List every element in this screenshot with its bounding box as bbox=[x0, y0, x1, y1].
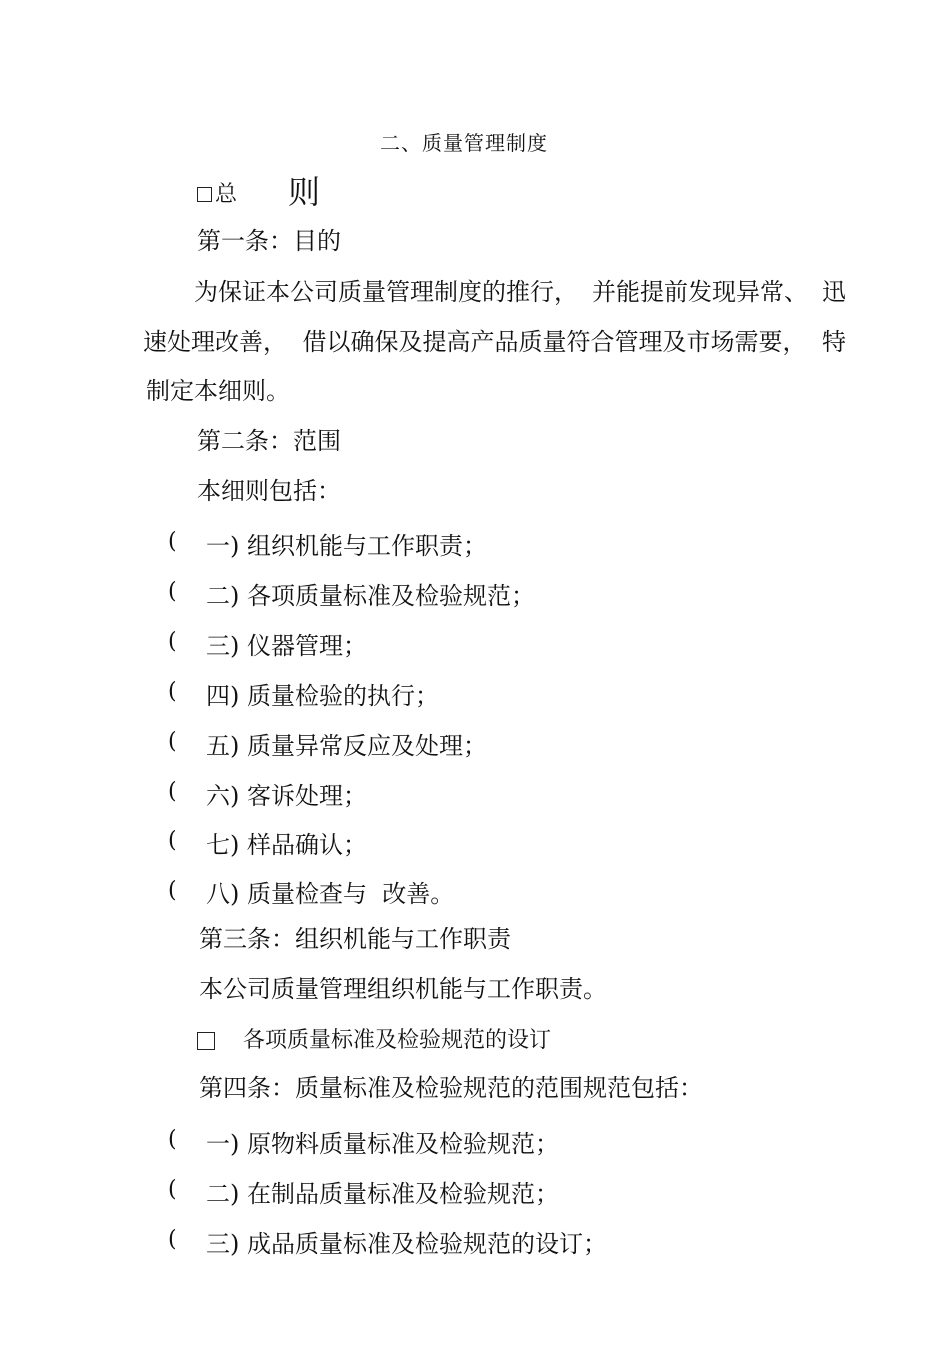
list-item: 三) 仪器管理； bbox=[206, 632, 367, 660]
text-segment: 速处理改善， bbox=[143, 328, 287, 356]
list-paren: ( bbox=[168, 679, 177, 704]
text-segment: 借以确保及提高产品质量符合管理及市场需要， bbox=[302, 328, 807, 356]
list-item: 一) 原物料质量标准及检验规范； bbox=[206, 1130, 559, 1158]
section-label: 各项质量标准及检验规范的设订 bbox=[243, 1028, 552, 1053]
text-segment: 为保证本公司质量管理制度的推行， bbox=[194, 278, 578, 306]
list-item: 一) 组织机能与工作职责； bbox=[206, 532, 487, 560]
article-1-line-2 bbox=[143, 327, 846, 357]
list-paren: ( bbox=[168, 1177, 177, 1202]
text-segment: 迅 bbox=[822, 278, 846, 306]
list-item: 四) 质量检验的执行； bbox=[206, 682, 439, 710]
list-paren: ( bbox=[168, 828, 177, 853]
article-1-line-1 bbox=[194, 277, 846, 307]
section-heading-standards bbox=[197, 1024, 551, 1056]
article-2-heading: 第二条：范围 bbox=[197, 427, 341, 455]
list-paren: ( bbox=[168, 1227, 177, 1252]
article-2-intro: 本细则包括： bbox=[197, 477, 341, 505]
checkbox-icon bbox=[197, 187, 212, 202]
list-item: 三) 成品质量标准及检验规范的设订； bbox=[206, 1230, 607, 1258]
section-heading-general bbox=[197, 178, 237, 210]
section-label-b: 则 bbox=[288, 173, 321, 211]
list-item: 二) 在制品质量标准及检验规范； bbox=[206, 1180, 559, 1208]
article-1-line-3: 制定本细则。 bbox=[146, 377, 290, 405]
list-item: 七) 样品确认； bbox=[206, 831, 367, 859]
list-paren: ( bbox=[168, 779, 177, 804]
checkbox-icon bbox=[197, 1032, 215, 1050]
text-segment: 并能提前发现异常、 bbox=[592, 278, 808, 306]
article-3-heading: 第三条：组织机能与工作职责 bbox=[199, 925, 511, 953]
list-paren: ( bbox=[168, 878, 177, 903]
text-segment: 特 bbox=[822, 328, 846, 356]
list-paren: ( bbox=[168, 629, 177, 654]
list-paren: ( bbox=[168, 579, 177, 604]
article-4-heading: 第四条：质量标准及检验规范的范围规范包括： bbox=[199, 1074, 703, 1102]
document-title: 二、质量管理制度 bbox=[380, 131, 548, 155]
list-item: 八) 质量检查与 改善。 bbox=[206, 880, 455, 908]
list-item: 二) 各项质量标准及检验规范； bbox=[206, 582, 535, 610]
list-paren: ( bbox=[168, 529, 177, 554]
section-label-a: 总 bbox=[215, 182, 238, 207]
list-paren: ( bbox=[168, 729, 177, 754]
list-item: 六) 客诉处理； bbox=[206, 782, 367, 810]
article-3-text: 本公司质量管理组织机能与工作职责。 bbox=[199, 975, 607, 1003]
list-paren: ( bbox=[168, 1127, 177, 1152]
article-1-heading: 第一条：目的 bbox=[197, 227, 341, 255]
list-item: 五) 质量异常反应及处理； bbox=[206, 732, 487, 760]
